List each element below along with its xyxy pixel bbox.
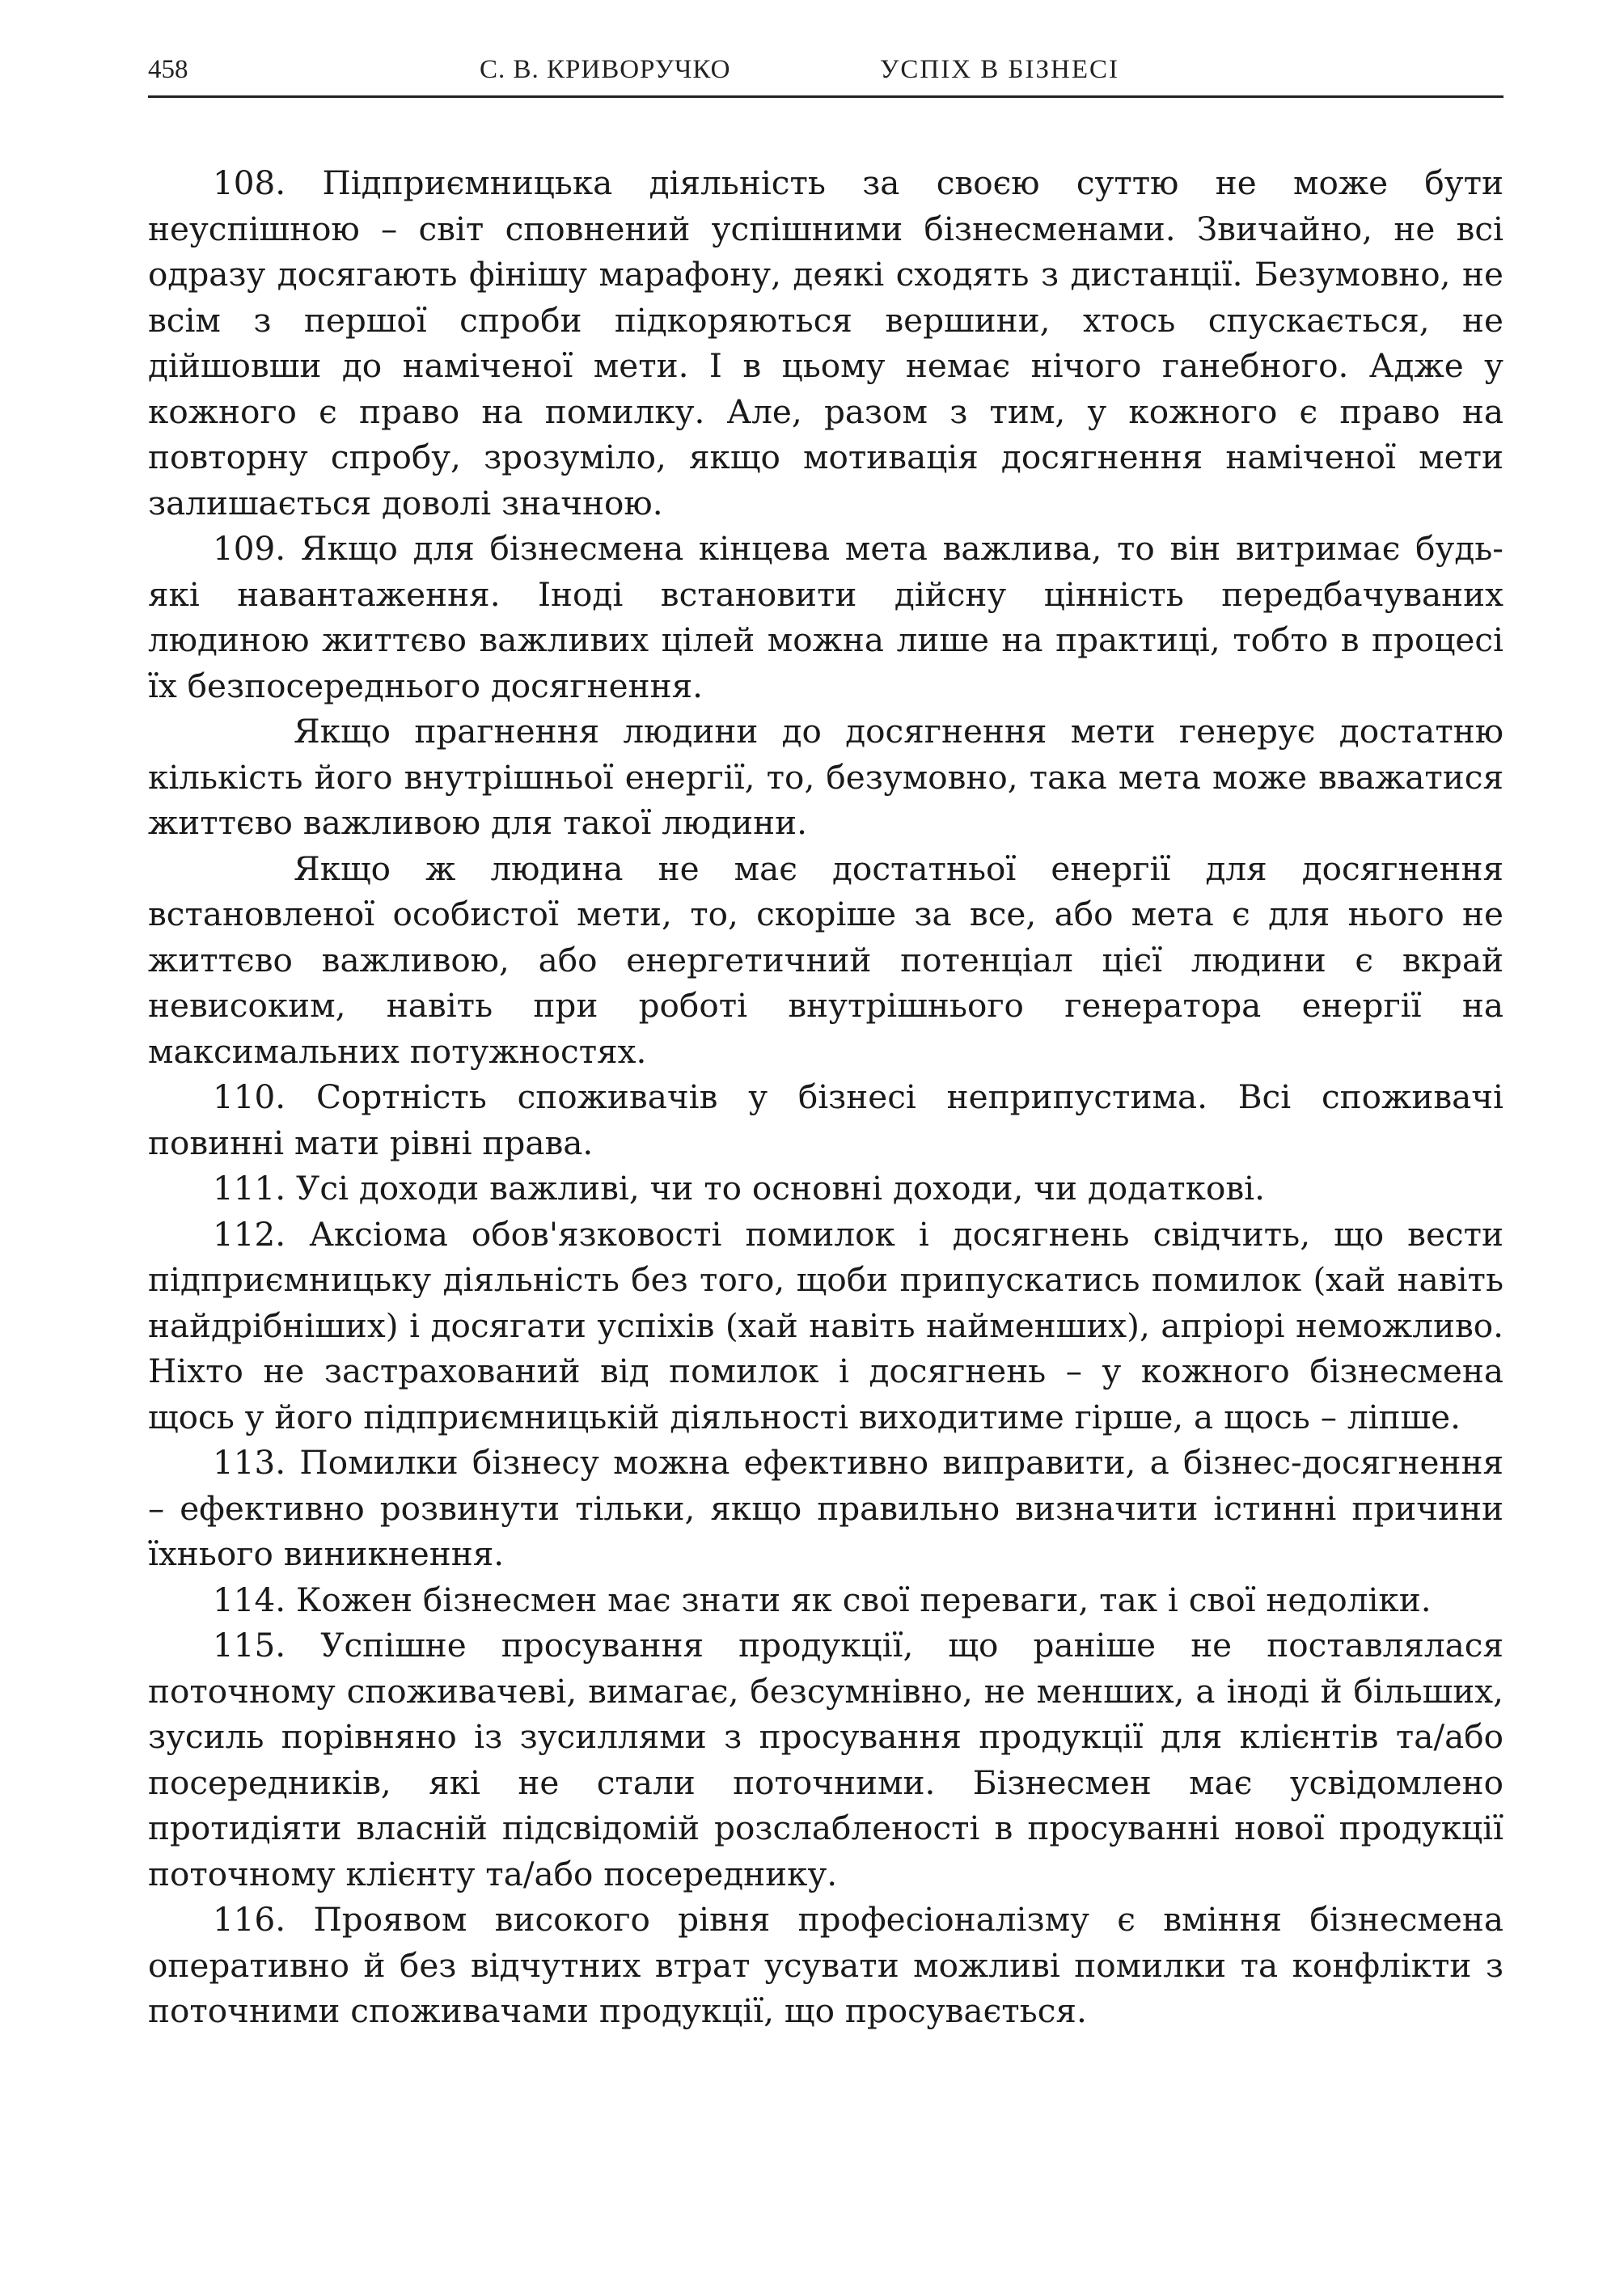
running-head-title: УСПІХ В БІЗНЕСІ [880, 55, 1119, 84]
paragraph-115: 115. Успішне просування продукції, що раніше не поставлялася поточному споживачеві, вимагає, безсумнівно, не менших, а іноді й більших, зусиль порівняно із зусиллями з просування продукції для клієнтів та/або посередників, які не стали поточними. Бізнесмен має усвідомлено протидіяти власній підсвідомій розслабленості в просуванні нової продукції поточному клієнту та/або посереднику. [148, 1626, 1503, 1893]
running-head [148, 50, 1503, 98]
running-head-author: С. В. КРИВОРУЧКО [480, 55, 731, 84]
paragraph-109: 109. Якщо для бізнесмена кінцева мета важлива, то він витримає будь-які навантаження. Іноді встановити дійсну цінність передбачуваних людиною життєво важливих цілей можна лише на практиці, тобто в процесі їх безпосереднього досягнення. [148, 529, 1503, 705]
page-number: 458 [148, 55, 188, 84]
paragraph-114: 114. Кожен бізнесмен має знати як свої переваги, так і свої недоліки. [213, 1580, 1432, 1619]
paragraph-108: 108. Підприємницька діяльність за своєю суттю не може бути неуспішною – світ сповнений успішними бізнесменами. Звичайно, не всі одразу досягають фінішу марафону, деякі сходять з дистанції. Безумовно, не всім з першої спроби підкоряються вершини, хтось спускається, не дійшовши до наміченої мети. І в цьому немає нічого ганебного. Адже у кожного є право на помилку. Але, разом з тим, у кожного є право на повторну спробу, зрозуміло, якщо мотивація досягнення наміченої мети залишається доволі значною. [148, 163, 1503, 522]
paragraph-112: 112. Аксіома обов'язковості помилок і досягнень свідчить, що вести підприємницьку діяльність без того, щоби припускатись помилок (хай навіть найдрібніших) і досягати успіхів (хай навіть найменших), апріорі неможливо. Ніхто не застрахований від помилок і досягнень – у кожного бізнесмена щось у його підприємницькій діяльності виходитиме гірше, а щось – ліпше. [148, 1214, 1503, 1436]
body-text [148, 160, 1503, 2034]
paragraph-111: 111. Усі доходи важливі, чи то основні доходи, чи додаткові. [213, 1169, 1265, 1208]
paragraph-109-continuation-1: Якщо прагнення людини до досягнення мети генерує достатню кількість його внутрішньої енергії, то, безумовно, така мета може вважатися життєво важливою для такої людини. [148, 712, 1503, 842]
paragraph-109-continuation-2: Якщо ж людина не має достатньої енергії для досягнення встановленої особистої мети, то, скоріше за все, або мета є для нього не життєво важливою, або енергетичний потенціал цієї людини є вкрай невисоким, навіть при роботі внутрішнього генератора енергії на максимальних потужностях. [148, 848, 1503, 1071]
paragraph-113: 113. Помилки бізнесу можна ефективно виправити, а бізнес-досягнення – ефективно розвинути тільки, якщо правильно визначити істинні причини їхнього виникнення. [148, 1443, 1503, 1573]
paragraph-116: 116. Проявом високого рівня професіоналізму є вміння бізнесмена оперативно й без відчутних втрат усувати можливі помилки та конфлікти з поточними споживачами продукції, що просувається. [148, 1900, 1503, 2030]
paragraph-110: 110. Сортність споживачів у бізнесі неприпустима. Всі споживачі повинні мати рівні права. [148, 1077, 1503, 1162]
